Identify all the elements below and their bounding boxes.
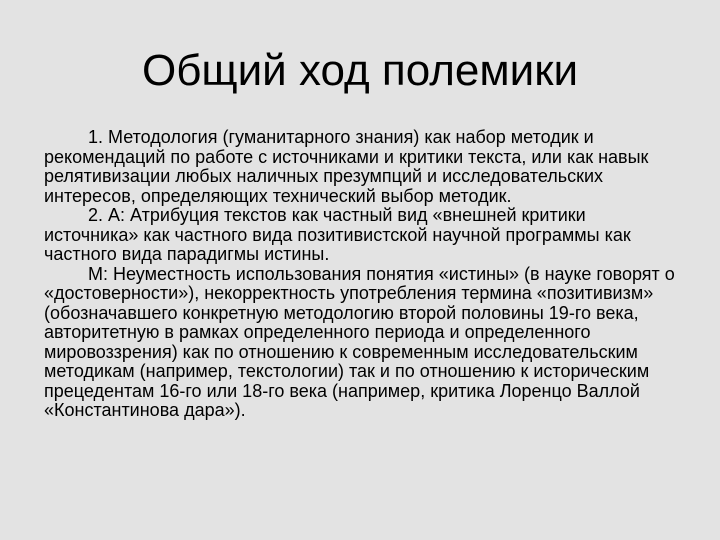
paragraph-attribution: 2. А: Атрибуция текстов как частный вид «внешней критики источника» как частного вида позитивистской научной программы как частного вида парадигмы истины. bbox=[44, 205, 631, 264]
slide-title: Общий ход полемики bbox=[141, 46, 579, 95]
paragraph-objection: М: Неуместность использования понятия «истины» (в науке говорят о «достоверности»), некорректность употребления термина «позитивизм» (обозначавшего конкретную методологию второй половины 19-го века, авторитетную в рамках определенного периода и определенного мировоззрения) как по отношению к современным исследовательским методикам (например, текстологии) так и по отношению к историческим прецедентам 16-го или 18-го века (например, критика Лоренцо Валлой «Константинова дара»). bbox=[44, 263, 675, 420]
slide-body bbox=[44, 128, 684, 421]
paragraph-methodology: 1. Методология (гуманитарного знания) как набор методик и рекомендаций по работе с источниками и критики текста, или как навык релятивизации любых наличных презумпций и исследовательских интересов, определяющих технический выбор методик. bbox=[44, 127, 649, 206]
